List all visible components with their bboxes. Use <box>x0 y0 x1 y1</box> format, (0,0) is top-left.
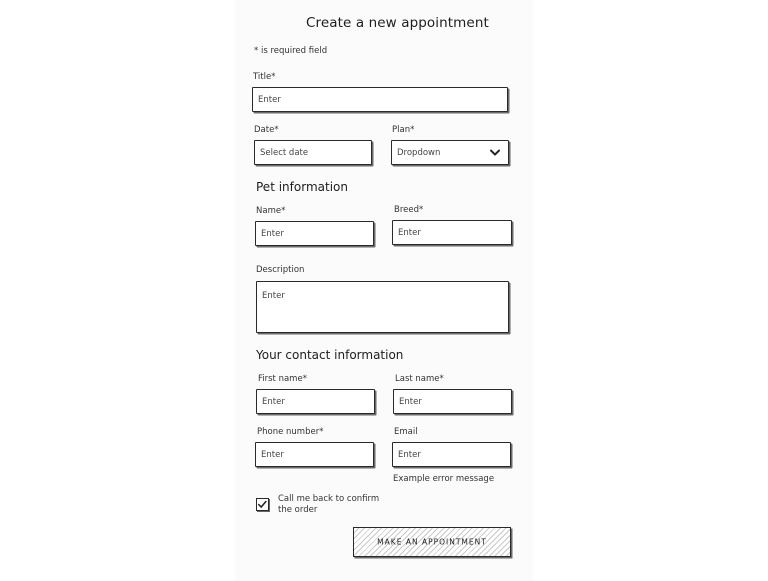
make-appointment-button[interactable] <box>353 527 511 557</box>
breed-placeholder: Enter <box>398 227 421 238</box>
pet-name-input[interactable] <box>255 221 374 246</box>
email-error-message: Example error message <box>393 474 495 484</box>
callback-checkbox-label <box>278 494 379 516</box>
last-name-label: Last name* <box>395 374 444 384</box>
required-note: * is required field <box>254 46 328 56</box>
breed-input[interactable] <box>392 220 512 245</box>
phone-label: Phone number* <box>257 427 324 437</box>
plan-dropdown[interactable] <box>391 140 509 165</box>
first-name-placeholder: Enter <box>262 396 285 407</box>
date-label: Date* <box>254 125 279 135</box>
date-placeholder: Select date <box>260 147 309 158</box>
first-name-label: First name* <box>258 374 307 384</box>
phone-placeholder: Enter <box>261 449 284 460</box>
make-appointment-button-label: MAKE AN APPOINTMENT <box>377 537 487 547</box>
email-placeholder: Enter <box>398 449 421 460</box>
description-label: Description <box>256 265 305 275</box>
callback-label-line1: Call me back to confirm <box>278 494 380 504</box>
email-input[interactable] <box>392 442 511 467</box>
page-title: Create a new appointment <box>306 15 489 31</box>
title-input[interactable] <box>252 87 508 112</box>
contact-section-heading: Your contact information <box>256 348 404 362</box>
last-name-placeholder: Enter <box>399 396 422 407</box>
plan-label: Plan* <box>392 125 415 135</box>
description-placeholder: Enter <box>262 291 285 301</box>
pet-name-label: Name* <box>256 206 286 216</box>
pet-name-placeholder: Enter <box>261 228 284 239</box>
title-label: Title* <box>253 72 276 82</box>
callback-checkbox[interactable] <box>256 498 269 511</box>
description-textarea[interactable] <box>256 281 509 333</box>
pet-section-heading: Pet information <box>256 180 348 194</box>
date-picker[interactable] <box>254 140 372 165</box>
chevron-down-icon <box>490 148 500 156</box>
last-name-input[interactable] <box>393 389 512 414</box>
first-name-input[interactable] <box>256 389 375 414</box>
email-label: Email <box>394 427 418 437</box>
callback-label-line2: the order <box>278 505 318 515</box>
checkmark-icon <box>257 499 268 510</box>
breed-label: Breed* <box>394 205 424 215</box>
title-placeholder: Enter <box>258 94 281 105</box>
phone-input[interactable] <box>255 442 374 467</box>
plan-value: Dropdown <box>397 147 441 158</box>
